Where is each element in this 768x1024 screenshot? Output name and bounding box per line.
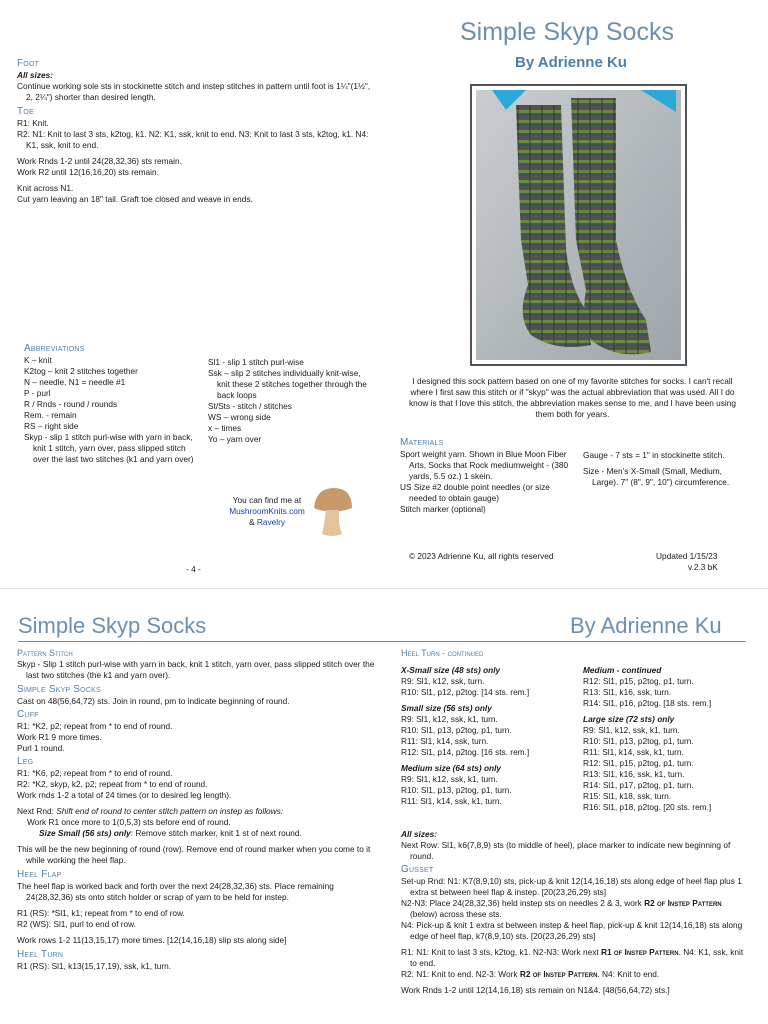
medium-cont-line: R13: Sl1, k16, ssk, turn.: [583, 687, 672, 697]
heel-turn-sizes-right: [583, 665, 748, 813]
abbr-item: Ssk – slip 2 stitches individually knit-wise, knit these 2 stitches together through the back loops: [208, 368, 367, 400]
large-line: R14: Sl1, p17, p2tog, p1, turn.: [583, 780, 694, 790]
copyright: © 2023 Adrienne Ku, all rights reserved: [409, 551, 554, 561]
all-sizes-next: Next Row: Sl1, k6(7,8,9) sts (to middle of heel), place marker to indicate new beginning of round.: [401, 840, 731, 861]
abbr-item: RS – right side: [24, 421, 79, 431]
find-me: [212, 495, 322, 528]
find-me-text: You can find me at: [232, 495, 302, 505]
toe-knit: Knit across N1.: [17, 183, 74, 193]
heel-flap-r1: R1 (RS): *Sl1, k1; repeat from * to end of row.: [17, 908, 185, 918]
amp: &: [249, 517, 255, 527]
large-line: R9: Sl1, k12, ssk, k1, turn.: [583, 725, 680, 735]
new-beginning: This will be the new beginning of round (row). Remove end of round marker when you come to it while working the heel flap.: [17, 844, 371, 865]
page-divider: [0, 588, 768, 589]
heel-turn-r1: R1 (RS): Sl1, k13(15,17,19), ssk, k1, turn.: [17, 961, 172, 971]
foot-text: Continue working sole sts in stockinette stitch and instep stitches in pattern until foot is 1¼"(1½", 2, 2¼") shorter than desired length.: [17, 81, 371, 102]
cuff-line: Work R1 9 more times.: [17, 732, 102, 742]
large-line: R11: Sl1, k14, ssk, k1, turn.: [583, 747, 684, 757]
abbr-item: Yo – yarn over: [208, 434, 262, 444]
abbr-item: Sl1 - slip 1 stitch purl-wise: [208, 357, 304, 367]
medium-cont-line: R12: Sl1, p15, p2tog, p1, turn.: [583, 676, 694, 686]
medium-cont-label: Medium - continued: [583, 665, 662, 675]
abbr-item: Skyp - slip 1 stitch purl-wise with yarn in back, knit 1 stitch, yarn over, pass slipped stitch over the last two stitches (k1 and yarn over): [24, 432, 194, 464]
xsmall-label: X-Small size (48 sts) only: [401, 665, 501, 675]
foot-subheading: All sizes:: [17, 70, 53, 80]
abbr-item: Rem. - remain: [24, 410, 77, 420]
leg-line: Work rnds 1-2 a total of 24 times (or to desired leg length).: [17, 790, 232, 800]
small-label: Small size (56 sts) only: [401, 703, 492, 713]
abbr-item: St/Sts - stitch / stitches: [208, 401, 292, 411]
heel-flap-work: Work rows 1-2 11(13,15,17) more times. [12(14,16,18) slip sts along side]: [17, 935, 287, 945]
gauge: Gauge - 7 sts = 1" in stockinette stitch.: [583, 450, 725, 460]
xsmall-line: R9: Sl1, k12, ssk, turn.: [401, 676, 485, 686]
medium-line: R9: Sl1, k12, ssk, k1, turn.: [401, 774, 498, 784]
page-title-top: Simple Skyp Socks: [460, 18, 674, 46]
left-column: [17, 648, 382, 972]
foot-section: [17, 58, 372, 205]
mushroom-icon: [312, 486, 354, 541]
materials-heading: Materials: [400, 437, 444, 448]
pattern-stitch-text: Skyp - Slip 1 stitch purl-wise with yarn in back, knit 1 stitch, yarn over, pass slipped stitch over the last two stitches (the k1 and yarn over).: [17, 659, 375, 680]
gusset-r2-c: . N4: Knit to end.: [597, 969, 660, 979]
heel-turn-heading: Heel Turn: [17, 949, 64, 960]
materials-col2: [583, 450, 743, 488]
mushroomknits-link[interactable]: MushroomKnits.com: [229, 506, 305, 516]
cuff-line: R1: *K2, p2; repeat from * to end of round.: [17, 721, 173, 731]
abbreviations-heading: Abbreviations: [24, 343, 85, 354]
gusset-r2-a: R2: N1: Knit to end. N2-3: Work: [401, 969, 518, 979]
large-line: R15: Sl1, k18, ssk, turn.: [583, 791, 672, 801]
gusset-r1-c: . N4: K1, ssk, knit to end.: [410, 947, 744, 968]
leg-line: R1: *K6, p2; repeat from * to end of round.: [17, 768, 173, 778]
next-rnd-label: Next Rnd:: [17, 806, 54, 816]
cast-on: Cast on 48(56,64,72) sts. Join in round, pm to indicate beginning of round.: [17, 696, 290, 706]
toe-work1: Work Rnds 1-2 until 24(28,32,36) sts remain.: [17, 156, 182, 166]
gusset-r1-b: R1 of Instep Pattern: [600, 947, 679, 957]
leg-line: R2: *K2, skyp, k2, p2; repeat from * to end of round.: [17, 779, 208, 789]
medium-cont-line: R14: Sl1, p16, p2tog. [18 sts. rem.]: [583, 698, 712, 708]
sock-photo-image: [476, 90, 681, 360]
large-line: R13: Sl1, k16, ssk, k1, turn.: [583, 769, 685, 779]
ravelry-link[interactable]: Ravelry: [256, 517, 285, 527]
gusset-r2-b: R2 of Instep Pattern: [519, 969, 598, 979]
byline-top: By Adrienne Ku: [515, 54, 627, 71]
medium-label: Medium size (64 sts) only: [401, 763, 502, 773]
xsmall-line: R10: Sl1, p12, p2tog. [14 sts. rem.]: [401, 687, 530, 697]
right-column: [401, 648, 746, 659]
heel-turn-sizes-left: [401, 665, 576, 807]
large-line: R12: Sl1, p15, p2tog, p1, turn.: [583, 758, 694, 768]
gusset-n23-b: R2 of Instep Pattern: [644, 898, 722, 908]
gusset-work: Work Rnds 1-2 until 12(14,16,18) sts remain on N1&4. [48(56,64,72) sts.]: [401, 985, 670, 995]
leg-heading: Leg: [17, 756, 34, 767]
sss-heading: Simple Skyp Socks: [17, 684, 101, 695]
abbr-item: x – times: [208, 423, 242, 433]
large-line: R16: Sl1, p18, p2tog. [20 sts. rem.]: [583, 802, 712, 812]
gusset-n23-c: (below) across these sts.: [410, 909, 502, 919]
toe-r1: R1: Knit.: [17, 118, 49, 128]
gusset-n4: N4: Pick-up & knit 1 extra st between instep & heel flap, pick-up & knit 12(14,16,18) sts along edge of heel flap, k7(8,9,10) sts. [20(23,26,29) sts]: [401, 920, 743, 941]
small-only-text: : Remove stitch marker, knit 1 st of next round.: [130, 828, 302, 838]
work-r1: Work R1 once more to 1(0,5,3) sts before end of round.: [27, 817, 231, 827]
toe-cut: Cut yarn leaving an 18" tail. Graft toe closed and weave in ends.: [17, 194, 253, 204]
abbr-item: R / Rnds - round / rounds: [24, 399, 118, 409]
heel-turn-cont-heading: Heel Turn - continued: [401, 648, 484, 658]
page-number: - 4 -: [186, 564, 201, 574]
heel-flap-heading: Heel Flap: [17, 869, 62, 880]
small-only-label: Size Small (56 sts) only: [39, 828, 131, 838]
gusset-n23-a: N2-N3: Place 24(28,32,36) held instep sts on needles 2 & 3, work: [401, 898, 642, 908]
large-label: Large size (72 sts) only: [583, 714, 675, 724]
heel-flap-text: The heel flap is worked back and forth over the next 24(28,32,36) sts. Place remaining 24(28,32,36) sts onto stitch holder or scrap of yarn to be held for instep.: [17, 881, 334, 902]
materials-item: Sport weight yarn. Shown in Blue Moon Fiber Arts, Socks that Rock mediumweight - (380 yards, 5.5 oz.) 1 skein.: [400, 449, 569, 481]
abbreviations-section: [24, 343, 199, 465]
intro-text: I designed this sock pattern based on one of my favorite stitches for socks. I can't recall where I first saw this stitch or if "skyp" was the actual abbreviation that was used. All I do know is that I love this stitch, the abbreviation makes sense to me, and I have been using them both for years.: [409, 376, 736, 419]
abbr-item: WS – wrong side: [208, 412, 271, 422]
abbr-item: P - purl: [24, 388, 51, 398]
byline-bottom: By Adrienne Ku: [570, 613, 722, 638]
gusset-r1-a: R1: N1: Knit to last 3 sts, k2tog, k1. N2-N3: Work next: [401, 947, 599, 957]
right-lower: [401, 829, 751, 996]
toe-heading: Toe: [17, 106, 34, 117]
size: Size - Men's X-Small (Small, Medium, Large). 7" (8", 9", 10") circumference.: [583, 466, 730, 487]
small-line: R12: Sl1, p14, p2tog. [16 sts. rem.]: [401, 747, 530, 757]
next-rnd: [17, 806, 382, 817]
abbr-item: N – needle, N1 = needle #1: [24, 377, 126, 387]
next-rnd-text: Shift end of round to center stitch pattern on instep as follows:: [56, 806, 284, 816]
updated: Updated 1/15/23: [656, 551, 718, 561]
title-rule: [18, 641, 746, 642]
abbr-item: K2tog – knit 2 stitches together: [24, 366, 138, 376]
pattern-stitch-heading: Pattern Stitch: [17, 648, 73, 658]
small-line: R9: Sl1, k12, ssk, k1, turn.: [401, 714, 498, 724]
gusset-r2: [401, 969, 751, 980]
sock-photo: [470, 84, 687, 366]
version: v.2.3 bK: [688, 562, 718, 572]
foot-heading: Foot: [17, 58, 40, 69]
medium-line: R11: Sl1, k14, ssk, k1, turn.: [401, 796, 502, 806]
materials-item: US Size #2 double point needles (or size needed to obtain gauge): [400, 482, 550, 503]
medium-line: R10: Sl1, p13, p2tog, p1, turn.: [401, 785, 512, 795]
toe-work2: Work R2 until 12(16,16,20) sts remain.: [17, 167, 159, 177]
cuff-heading: Cuff: [17, 709, 39, 720]
all-sizes-label: All sizes:: [401, 829, 437, 839]
gusset-setup: Set-up Rnd: N1: K7(8,9,10) sts, pick-up & knit 12(14,16,18) sts along edge of heel flap plus 1 extra st between heel flap & instep. [20(23,26,29) sts]: [401, 876, 742, 897]
large-line: R10: Sl1, p13, p2tog, p1, turn.: [583, 736, 694, 746]
small-only: [17, 828, 382, 839]
abbr-item: K – knit: [24, 355, 52, 365]
toe-r2: R2: N1: Knit to last 3 sts, k2tog, k1. N2: K1, ssk, knit to end. N3: Knit to last 3 sts, k2tog, k1. N4: K1, ssk, knit to end.: [17, 129, 369, 150]
small-line: R11: Sl1, k14, ssk, turn.: [401, 736, 489, 746]
page-title-bottom: Simple Skyp Socks: [18, 613, 207, 638]
cuff-line: Purl 1 round.: [17, 743, 65, 753]
abbreviations-col2: [208, 357, 370, 445]
gusset-n23: [401, 898, 751, 920]
heel-flap-r2: R2 (WS): Sl1, purl to end of row.: [17, 919, 136, 929]
gusset-heading: Gusset: [401, 864, 434, 875]
gusset-r1: [401, 947, 751, 969]
materials-item: Stitch marker (optional): [400, 504, 486, 514]
small-line: R10: Sl1, p13, p2tog, p1, turn.: [401, 725, 512, 735]
materials-section: [400, 437, 575, 515]
